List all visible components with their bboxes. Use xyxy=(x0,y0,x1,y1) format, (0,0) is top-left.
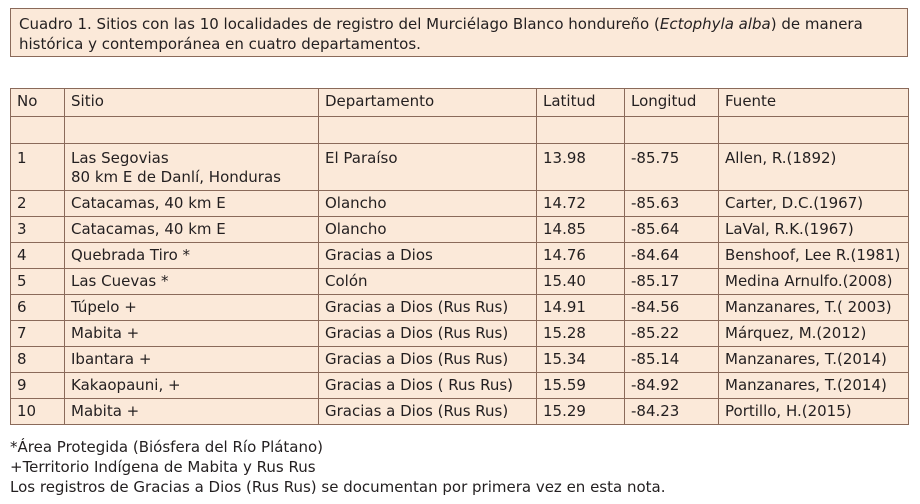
cell-no: 7 xyxy=(11,321,65,347)
cell-sitio: Catacamas, 40 km E xyxy=(65,217,319,243)
cell-fuente: LaVal, R.K.(1967) xyxy=(719,217,909,243)
table-row xyxy=(11,243,909,269)
cell-fuente: Allen, R.(1892) xyxy=(719,144,909,191)
cell-departamento: Gracias a Dios ( Rus Rus) xyxy=(319,373,537,399)
cell-sitio: Mabita + xyxy=(65,321,319,347)
header-sitio: Sitio xyxy=(65,89,319,117)
cell-departamento: El Paraíso xyxy=(319,144,537,191)
cell-no: 3 xyxy=(11,217,65,243)
cell-longitud: -84.92 xyxy=(625,373,719,399)
cell-sitio: Las Cuevas * xyxy=(65,269,319,295)
cell-fuente: Manzanares, T.( 2003) xyxy=(719,295,909,321)
cell-sitio-line2: 80 km E de Danlí, Honduras xyxy=(71,168,281,186)
cell-longitud: -85.64 xyxy=(625,217,719,243)
cell-no: 2 xyxy=(11,191,65,217)
cell-departamento: Colón xyxy=(319,269,537,295)
cell-latitud: 14.76 xyxy=(537,243,625,269)
table-row xyxy=(11,321,909,347)
header-fuente: Fuente xyxy=(719,89,909,117)
cell-no: 6 xyxy=(11,295,65,321)
empty-row xyxy=(11,117,909,144)
localities-table xyxy=(10,88,909,425)
table-cell xyxy=(625,117,719,144)
cell-departamento: Gracias a Dios (Rus Rus) xyxy=(319,347,537,373)
cell-sitio-line1: Las Segovias xyxy=(71,149,169,167)
cell-fuente: Manzanares, T.(2014) xyxy=(719,347,909,373)
cell-departamento: Gracias a Dios (Rus Rus) xyxy=(319,321,537,347)
cell-fuente: Carter, D.C.(1967) xyxy=(719,191,909,217)
table-row xyxy=(11,191,909,217)
cell-sitio: Catacamas, 40 km E xyxy=(65,191,319,217)
cell-latitud: 15.59 xyxy=(537,373,625,399)
caption-prefix: Cuadro 1. Sitios con las 10 localidades de registro del Murciélago Blanco hondureño ( xyxy=(19,15,660,33)
cell-latitud: 14.85 xyxy=(537,217,625,243)
header-longitud: Longitud xyxy=(625,89,719,117)
cell-longitud: -85.63 xyxy=(625,191,719,217)
cell-no: 9 xyxy=(11,373,65,399)
table-cell xyxy=(65,117,319,144)
table-row xyxy=(11,217,909,243)
cell-latitud: 15.40 xyxy=(537,269,625,295)
table-row xyxy=(11,295,909,321)
table-row xyxy=(11,269,909,295)
cell-latitud: 15.29 xyxy=(537,399,625,425)
cell-longitud: -84.64 xyxy=(625,243,719,269)
header-latitud: Latitud xyxy=(537,89,625,117)
cell-sitio: Ibantara + xyxy=(65,347,319,373)
cell-departamento: Gracias a Dios xyxy=(319,243,537,269)
cell-departamento: Olancho xyxy=(319,191,537,217)
cell-sitio xyxy=(65,144,319,191)
header-row xyxy=(11,89,909,117)
cell-departamento: Olancho xyxy=(319,217,537,243)
cell-fuente: Benshoof, Lee R.(1981) xyxy=(719,243,909,269)
cell-sitio: Quebrada Tiro * xyxy=(65,243,319,269)
table-footnotes xyxy=(10,437,666,497)
cell-fuente: Medina Arnulfo.(2008) xyxy=(719,269,909,295)
cell-longitud: -85.14 xyxy=(625,347,719,373)
cell-latitud: 15.34 xyxy=(537,347,625,373)
cell-longitud: -84.23 xyxy=(625,399,719,425)
cell-longitud: -85.17 xyxy=(625,269,719,295)
cell-fuente: Manzanares, T.(2014) xyxy=(719,373,909,399)
table-caption xyxy=(10,8,908,57)
cell-sitio: Mabita + xyxy=(65,399,319,425)
cell-longitud: -85.22 xyxy=(625,321,719,347)
cell-departamento: Gracias a Dios (Rus Rus) xyxy=(319,295,537,321)
table-cell xyxy=(11,117,65,144)
cell-no: 10 xyxy=(11,399,65,425)
footnote-first-records: Los registros de Gracias a Dios (Rus Rus) se documentan por primera vez en esta nota. xyxy=(10,478,666,496)
caption-species: Ectophyla alba xyxy=(659,15,771,33)
cell-latitud: 14.72 xyxy=(537,191,625,217)
header-departamento: Departamento xyxy=(319,89,537,117)
footnote-protected-area: *Área Protegida (Biósfera del Río Plátano) xyxy=(10,438,324,456)
cell-longitud: -84.56 xyxy=(625,295,719,321)
caption-suffix: ) de manera histórica y contemporánea en cuatro departamentos. xyxy=(19,15,863,53)
cell-no: 1 xyxy=(11,144,65,191)
table-cell xyxy=(319,117,537,144)
cell-latitud: 14.91 xyxy=(537,295,625,321)
table-row xyxy=(11,347,909,373)
header-no: No xyxy=(11,89,65,117)
cell-no: 4 xyxy=(11,243,65,269)
cell-no: 5 xyxy=(11,269,65,295)
cell-latitud: 13.98 xyxy=(537,144,625,191)
cell-latitud: 15.28 xyxy=(537,321,625,347)
table-cell xyxy=(719,117,909,144)
table-row xyxy=(11,373,909,399)
table-cell xyxy=(537,117,625,144)
cell-sitio: Túpelo + xyxy=(65,295,319,321)
cell-departamento: Gracias a Dios (Rus Rus) xyxy=(319,399,537,425)
cell-fuente: Márquez, M.(2012) xyxy=(719,321,909,347)
cell-no: 8 xyxy=(11,347,65,373)
cell-longitud: -85.75 xyxy=(625,144,719,191)
table-row xyxy=(11,399,909,425)
cell-sitio: Kakaopauni, + xyxy=(65,373,319,399)
footnote-indigenous-territory: +Territorio Indígena de Mabita y Rus Rus xyxy=(10,458,316,476)
cell-fuente: Portillo, H.(2015) xyxy=(719,399,909,425)
table-row xyxy=(11,144,909,191)
